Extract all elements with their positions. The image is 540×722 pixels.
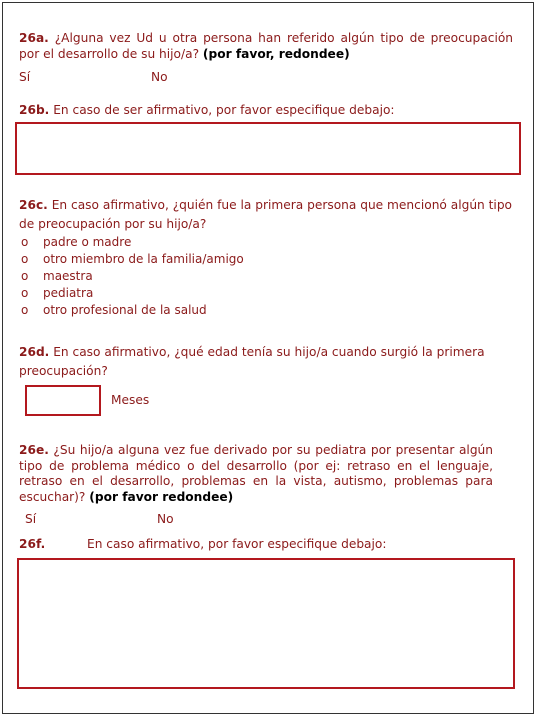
q26a-number: 26a. xyxy=(19,31,49,45)
q26e-no-option[interactable]: No xyxy=(157,512,174,526)
option-circle-icon: o xyxy=(21,235,29,249)
q26e-question xyxy=(19,443,493,505)
q26f-answer-box[interactable] xyxy=(17,558,515,689)
q26f-number: 26f. xyxy=(19,537,46,551)
q26c-option-pediatrician[interactable]: o pediatra xyxy=(21,286,94,300)
q26f-text: En caso afirmativo, por favor especifique debajo: xyxy=(87,537,387,551)
q26a-no-option[interactable]: No xyxy=(151,70,168,84)
option-circle-icon: o xyxy=(21,303,29,317)
q26e-yes-option[interactable]: Sí xyxy=(25,512,37,526)
q26c-option-family[interactable]: o otro miembro de la familia/amigo xyxy=(21,252,244,266)
q26b-text: En caso de ser afirmativo, por favor especifique debajo: xyxy=(53,103,395,117)
q26c-option-teacher[interactable]: o maestra xyxy=(21,269,93,283)
q26b-question xyxy=(19,103,395,119)
option-circle-icon: o xyxy=(21,252,29,266)
q26d-unit-label: Meses xyxy=(111,393,150,407)
q26a-instruction: (por favor, redondee) xyxy=(202,46,350,61)
option-circle-icon: o xyxy=(21,269,29,283)
questionnaire-page xyxy=(2,2,534,714)
q26d-months-input[interactable] xyxy=(25,385,101,416)
option-circle-icon: o xyxy=(21,286,29,300)
q26b-answer-box[interactable] xyxy=(15,122,521,175)
q26c-text: En caso afirmativo, ¿quién fue la primera persona que mencionó algún tipo de preocupación por su hijo/a? xyxy=(19,198,513,231)
q26c-question xyxy=(19,196,513,233)
q26c-option-parent[interactable]: o padre o madre xyxy=(21,235,132,249)
q26c-option-health-professional[interactable]: o otro profesional de la salud xyxy=(21,303,207,317)
q26c-number: 26c. xyxy=(19,198,48,212)
q26a-text: ¿Alguna vez Ud u otra persona han referido algún tipo de preocupación por el desarrollo de su hijo/a? xyxy=(19,31,514,61)
q26a-question xyxy=(19,31,513,62)
q26d-text: En caso afirmativo, ¿qué edad tenía su hijo/a cuando surgió la primera preocupación? xyxy=(19,345,485,378)
q26d-number: 26d. xyxy=(19,345,50,359)
q26a-yes-option[interactable]: Sí xyxy=(19,70,31,84)
q26e-text: ¿Su hijo/a alguna vez fue derivado por su pediatra por presentar algún tipo de problema médico o del desarrollo (por ej: retraso en el lenguaje, retraso en el desarrollo, problemas en la vista, autismo, problemas para escuchar)? xyxy=(19,443,493,504)
q26d-question xyxy=(19,343,513,380)
q26e-number: 26e. xyxy=(19,443,49,457)
q26b-number: 26b. xyxy=(19,103,50,117)
q26e-instruction: (por favor redondee) xyxy=(89,489,234,504)
